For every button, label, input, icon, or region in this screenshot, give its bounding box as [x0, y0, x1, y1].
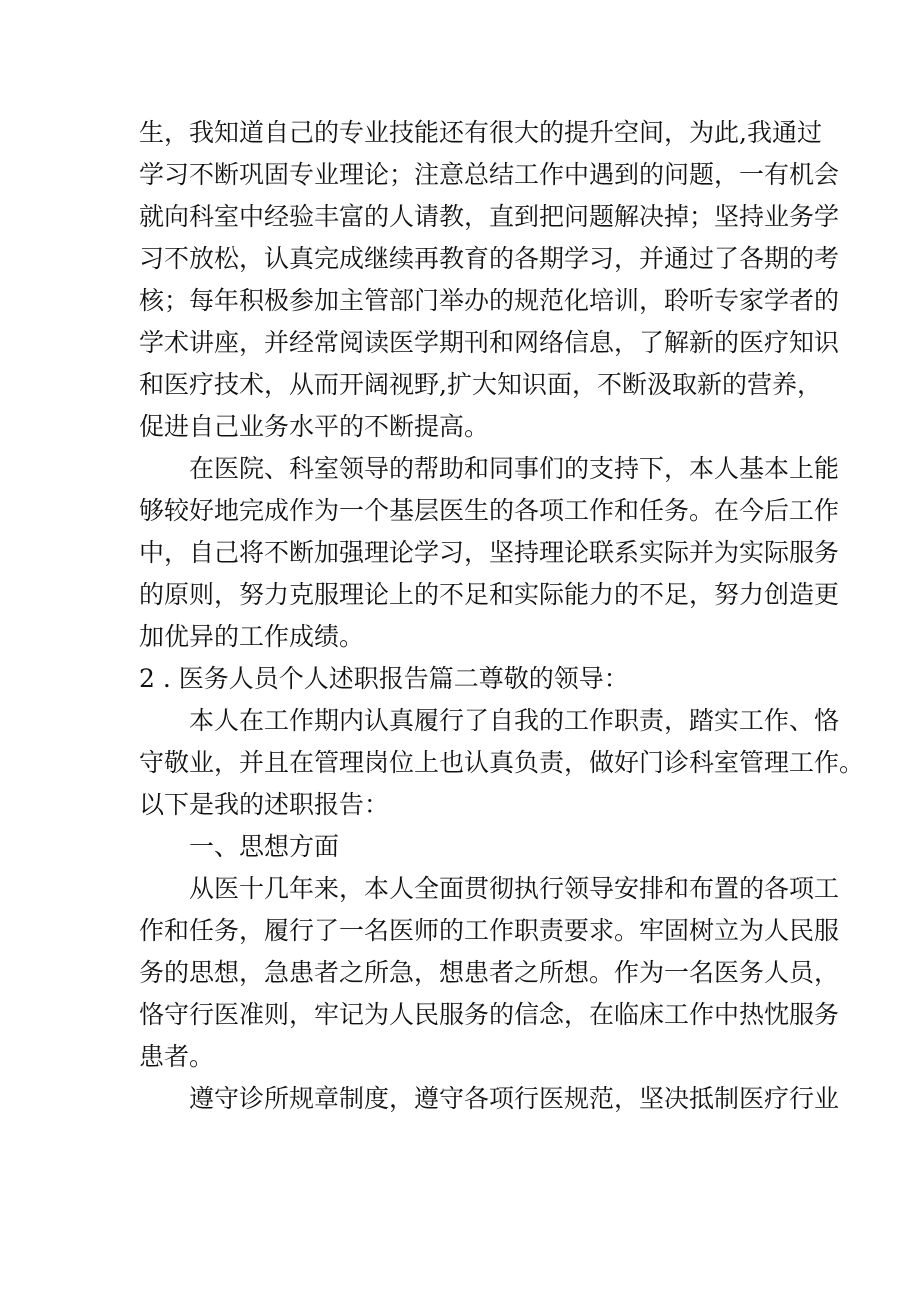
paragraph-start-line: 本人在工作期内认真履行了自我的工作职责，踏实工作、恪	[189, 706, 840, 735]
text-line-20: 作和任务，履行了一名医师的工作职责要求。牢固树立为人民服	[139, 916, 840, 945]
section-heading: 2 . 医务人员个人述职报告篇二尊敬的领导：	[139, 664, 629, 693]
text-line-2: 学习不断巩固专业理论；注意总结工作中遇到的问题，一有机会	[139, 160, 840, 189]
paragraph-start-line: 遵守诊所规章制度，遵守各项行医规范，坚决抵制医疗行业	[189, 1084, 840, 1113]
paragraph-start-line: 在医院、科室领导的帮助和同事们的支持下，本人基本上能	[189, 454, 840, 483]
text-line-17: 以下是我的述职报告：	[139, 790, 390, 819]
text-line-5: 核；每年积极参加主管部门举办的规范化培训，聆听专家学者的	[139, 286, 840, 315]
paragraph-start-line: 从医十几年来，本人全面贯彻执行领导安排和布置的各项工	[189, 874, 840, 903]
text-line-22: 恪守行医准则，牢记为人民服务的信念，在临床工作中热忱服务	[139, 1000, 840, 1029]
document-body	[139, 112, 865, 1120]
text-line-3: 就向科室中经验丰富的人请教，直到把问题解决掉；坚持业务学	[139, 202, 840, 231]
subsection-heading: 一、思想方面	[189, 832, 340, 861]
text-line-4: 习不放松，认真完成继续再教育的各期学习，并通过了各期的考	[139, 244, 840, 273]
text-line-11: 中，自己将不断加强理论学习，坚持理论联系实际并为实际服务	[139, 538, 840, 567]
text-line-6: 学术讲座，并经常阅读医学期刊和网络信息，了解新的医疗知识	[139, 328, 840, 357]
text-line-8: 促进自己业务水平的不断提高。	[139, 412, 490, 441]
text-line-7: 和医疗技术，从而开阔视野,扩大知识面，不断汲取新的营养，	[139, 370, 822, 399]
text-line-16: 守敬业，并且在管理岗位上也认真负责，做好门诊科室管理工作。	[139, 748, 865, 777]
text-line-23: 患者。	[139, 1042, 215, 1071]
text-line-10: 够较好地完成作为一个基层医生的各项工作和任务。在今后工作	[139, 496, 840, 525]
text-line-21: 务的思想，急患者之所急，想患者之所想。作为一名医务人员，	[139, 958, 840, 987]
text-line-12: 的原则，努力克服理论上的不足和实际能力的不足，努力创造更	[139, 580, 840, 609]
text-line-1: 生，我知道自己的专业技能还有很大的提升空间，为此,我通过	[139, 118, 822, 147]
text-line-13: 加优异的工作成绩。	[139, 622, 365, 651]
